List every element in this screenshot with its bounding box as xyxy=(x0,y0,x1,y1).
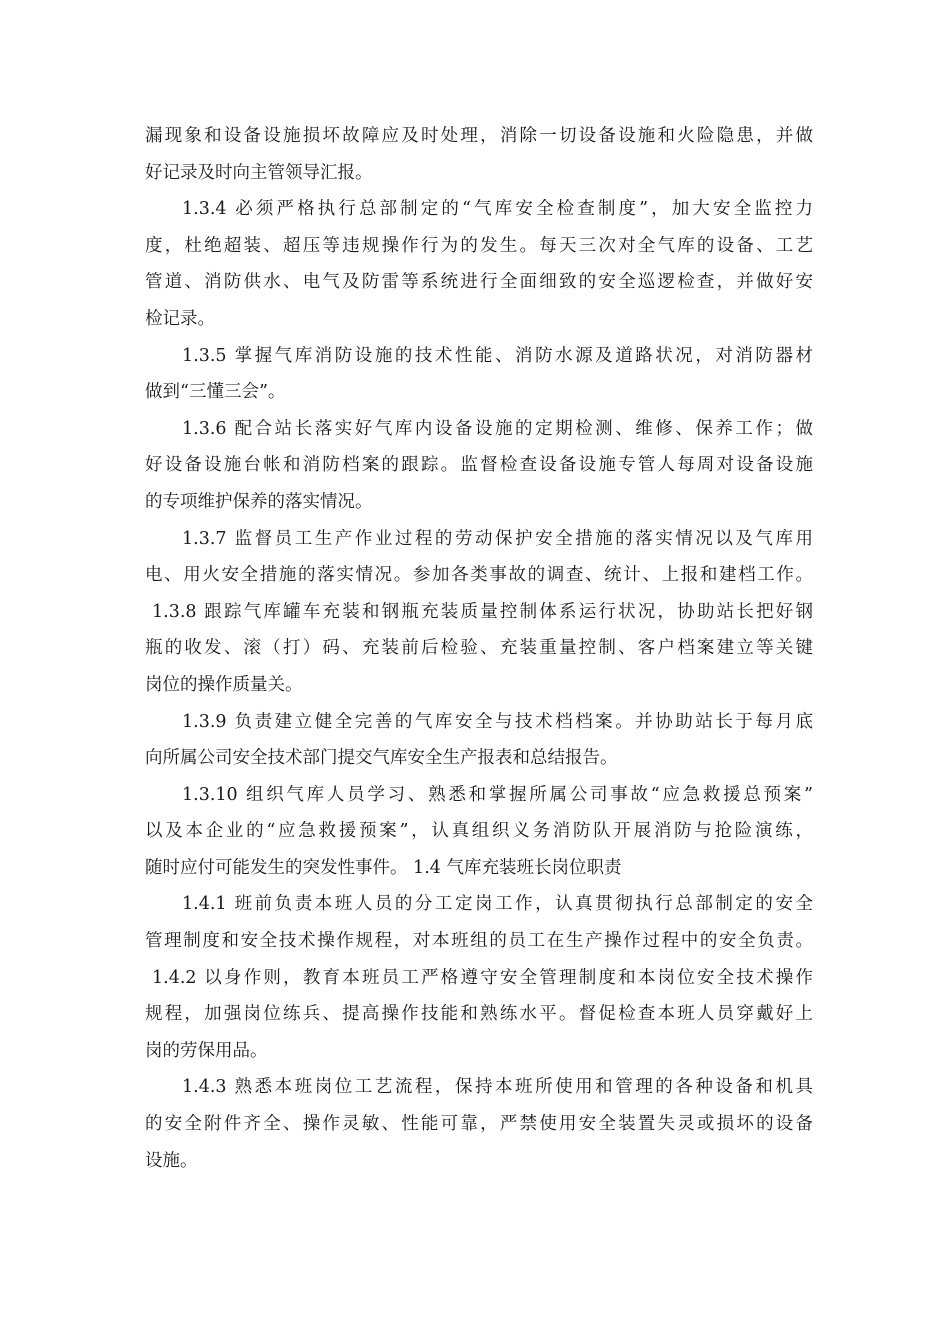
text-line: 漏现象和设备设施损坏故障应及时处理，消除一切设备设施和火险隐患，并做 xyxy=(145,126,813,146)
clause-1-3-5: 1.3.5 掌握气库消防设施的技术性能、消防水源及道路状况，对消防器材 xyxy=(182,345,813,366)
text-line: 的专项维护保养的落实情况。 xyxy=(145,491,373,512)
clause-1-3-8: 1.3.8 跟踪气库罐车充装和钢瓶充装质量控制体系运行状况，协助站长把好钢 xyxy=(152,601,813,622)
text-line: 岗位的操作质量关。 xyxy=(145,674,303,695)
text-line: 做到“三懂三会”。 xyxy=(145,382,286,403)
document-body xyxy=(145,118,813,1179)
text-line: 检记录。 xyxy=(145,308,215,329)
clause-1-4-3: 1.4.3 熟悉本班岗位工艺流程，保持本班所使用和管理的各种设备和机具 xyxy=(182,1077,813,1098)
section-1-4-heading-line: 随时应付可能发生的突发性事件。 1.4 气库充装班长岗位职责 xyxy=(145,857,622,878)
text-line: 好记录及时向主管领导汇报。 xyxy=(145,162,373,183)
text-line: 电、用火安全措施的落实情况。参加各类事故的调查、统计、上报和建档工作。 xyxy=(145,565,813,586)
text-line: 向所属公司安全技术部门提交气库安全生产报表和总结报告。 xyxy=(145,748,618,769)
text-line: 度，杜绝超装、超压等违规操作行为的发生。每天三次对全气库的设备、工艺 xyxy=(145,235,813,256)
text-line: 的安全附件齐全、操作灵敏、性能可靠，严禁使用安全装置失灵或损坏的设备 xyxy=(145,1114,813,1135)
text-line: 管道、消防供水、电气及防雷等系统进行全面细致的安全巡逻检查，并做好安 xyxy=(145,272,813,293)
clause-1-3-10: 1.3.10 组织气库人员学习、熟悉和掌握所属公司事故“应急救援总预案” xyxy=(182,784,813,805)
clause-1-3-7: 1.3.7 监督员工生产作业过程的劳动保护安全措施的落实情况以及气库用 xyxy=(182,528,813,549)
text-line: 规程，加强岗位练兵、提高操作技能和熟练水平。督促检查本班人员穿戴好上 xyxy=(145,1004,813,1025)
text-line: 瓶的收发、滚（打）码、充装前后检验、充装重量控制、客户档案建立等关键 xyxy=(145,638,813,659)
clause-1-4-2: 1.4.2 以身作则，教育本班员工严格遵守安全管理制度和本岗位安全技术操作 xyxy=(152,967,813,988)
clause-1-3-4: 1.3.4 必须严格执行总部制定的“气库安全检查制度”，加大安全监控力 xyxy=(182,199,813,220)
clause-1-4-1: 1.4.1 班前负责本班人员的分工定岗工作，认真贯彻执行总部制定的安全 xyxy=(182,894,813,915)
clause-1-3-9: 1.3.9 负责建立健全完善的气库安全与技术档档案。并协助站长于每月底 xyxy=(182,711,813,732)
text-line: 以及本企业的“应急救援预案”，认真组织义务消防队开展消防与抢险演练， xyxy=(145,821,813,842)
text-line: 好设备设施台帐和消防档案的跟踪。监督检查设备设施专管人每周对设备设施 xyxy=(145,455,813,476)
text-line: 设施。 xyxy=(145,1150,198,1171)
text-line: 管理制度和安全技术操作规程，对本班组的员工在生产操作过程中的安全负责。 xyxy=(145,931,813,952)
clause-1-3-6: 1.3.6 配合站长落实好气库内设备设施的定期检测、维修、保养工作；做 xyxy=(182,418,813,439)
text-line: 岗的劳保用品。 xyxy=(145,1040,268,1061)
